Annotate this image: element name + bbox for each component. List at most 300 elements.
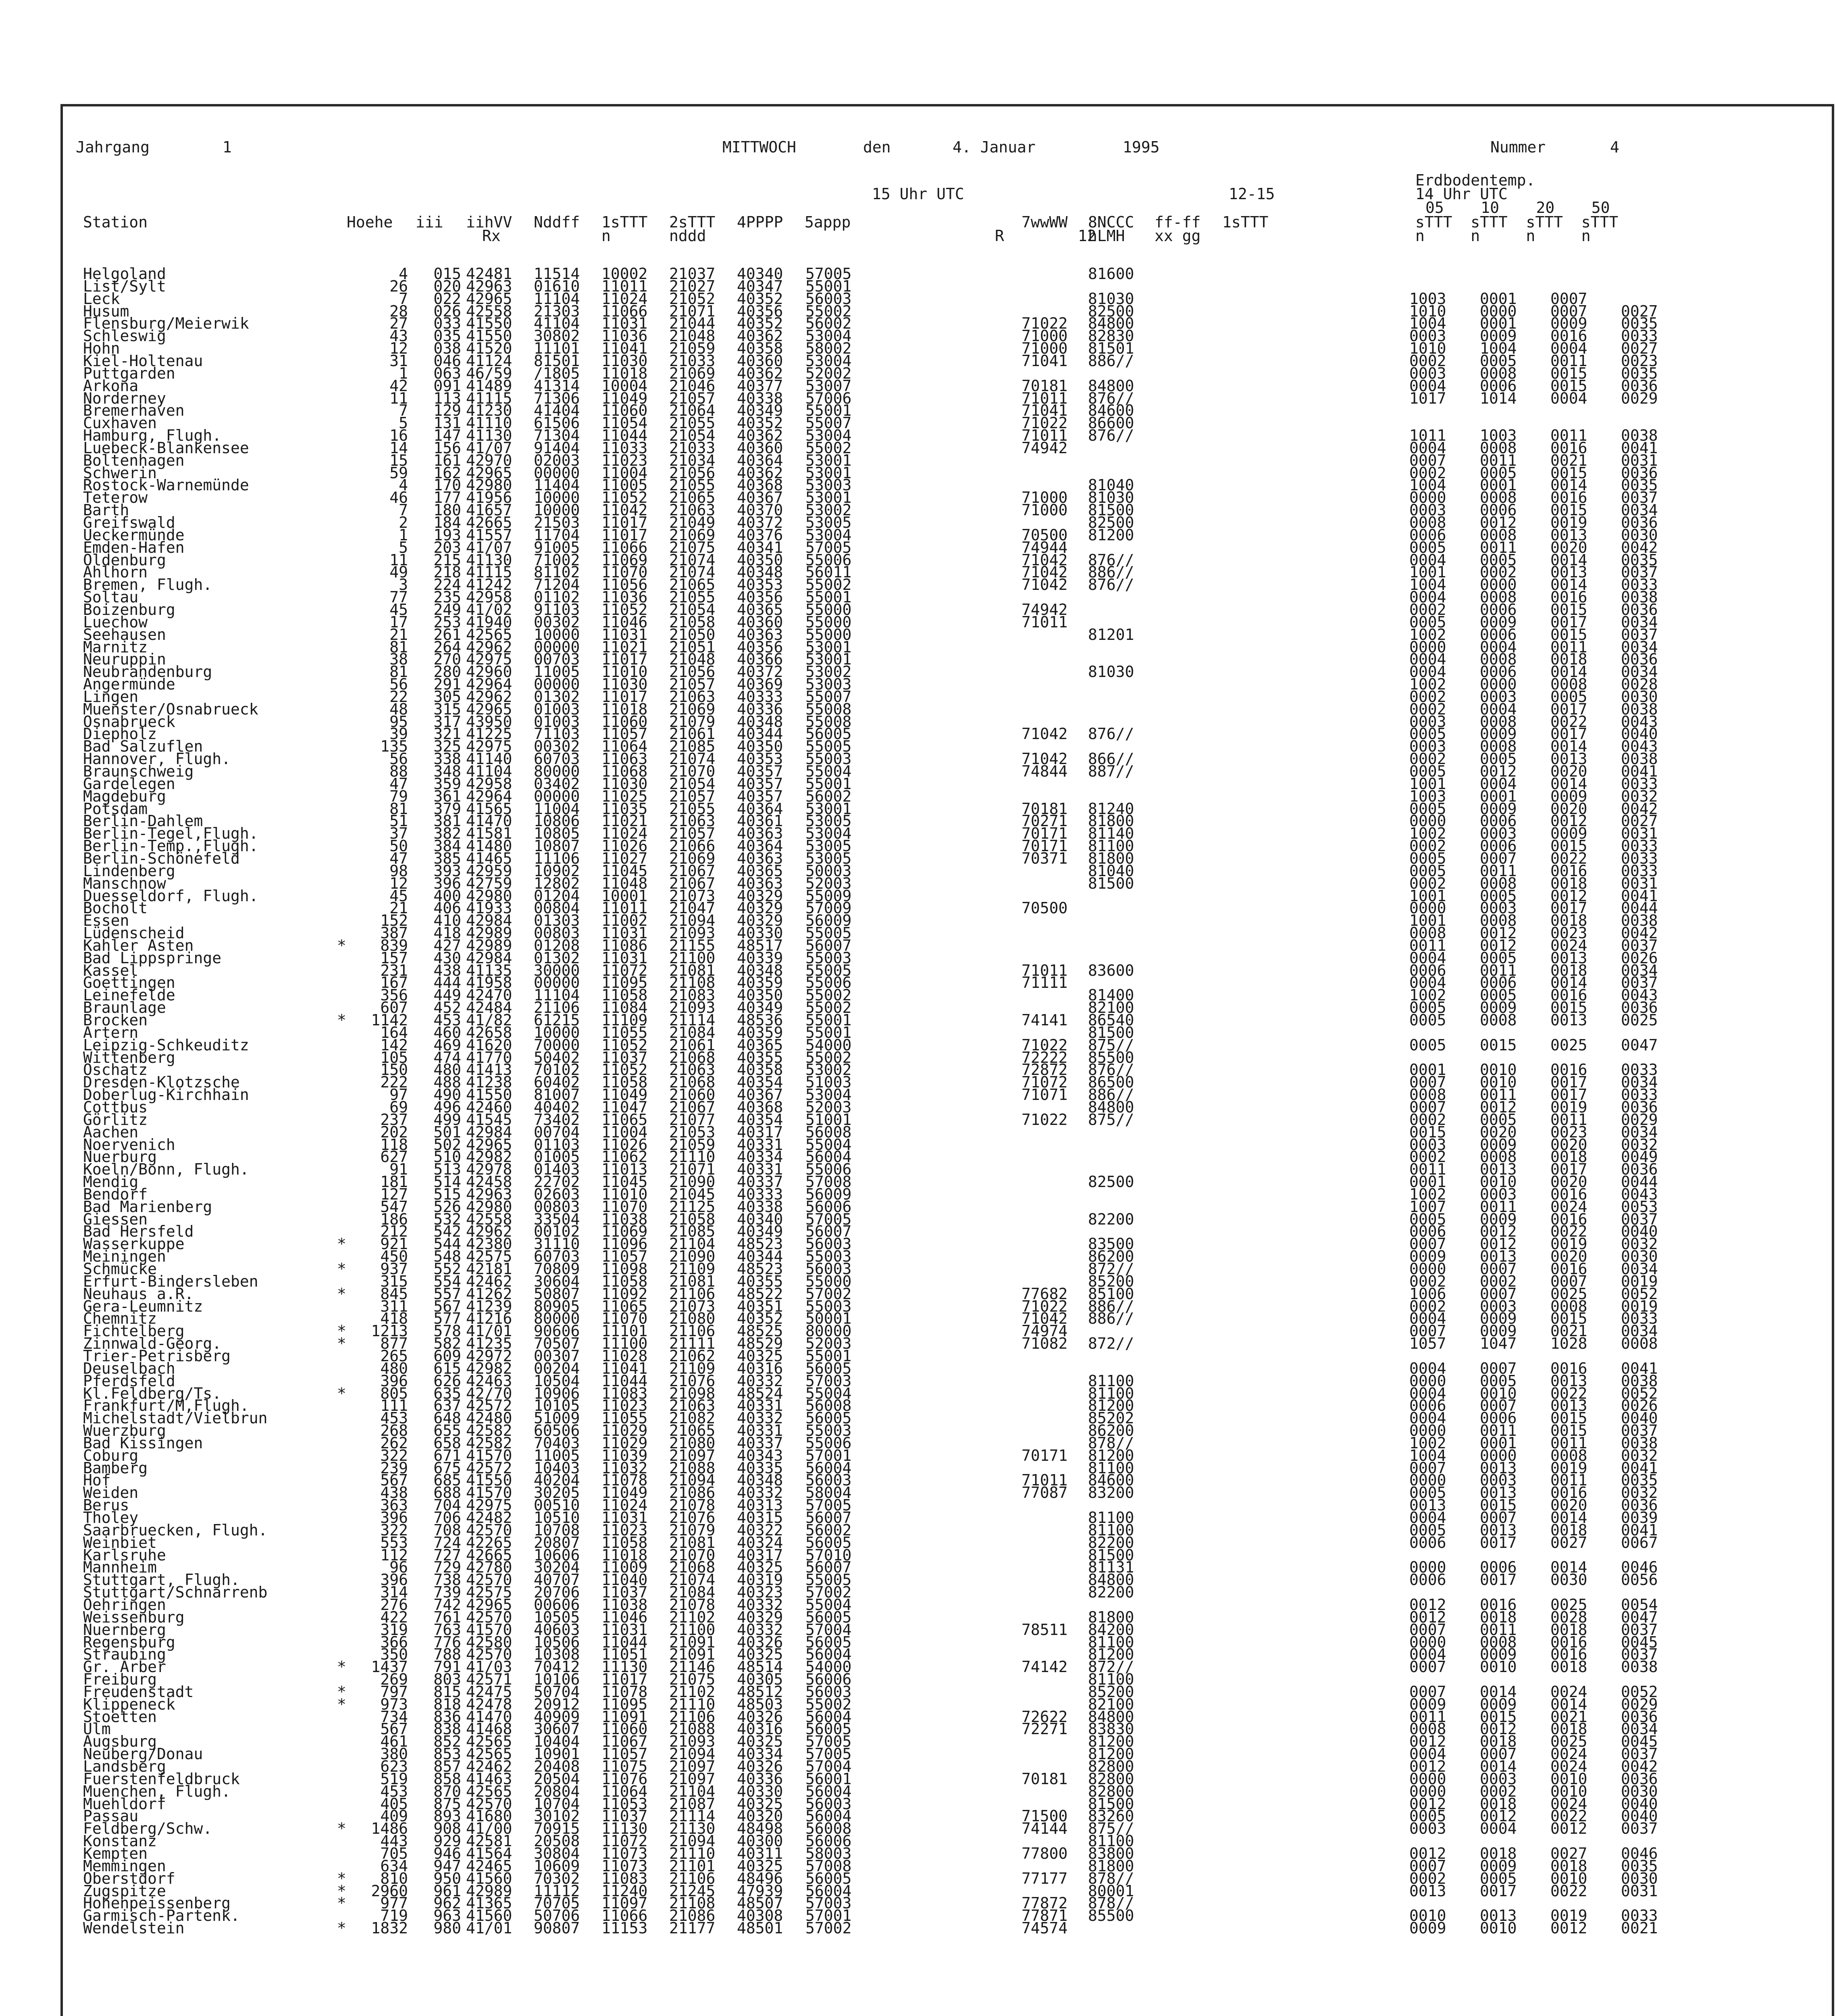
station-id: 325 [433,737,461,756]
station-name: Cottbus [83,1098,148,1116]
soil-temp: 0002 [1409,837,1446,855]
synop-group: 57005 [805,1745,852,1763]
soil-temp: 0007 [1480,1509,1517,1527]
station-height: 418 [380,1310,408,1328]
soil-temp: 0045 [1621,1733,1658,1751]
soil-temp: 0000 [1409,1260,1446,1278]
cloud-group: 82800 [1088,1782,1134,1800]
synop-group: 21053 [669,1123,716,1141]
soil-temp: 0011 [1480,538,1517,556]
station-height: 11 [389,389,408,407]
soil-temp: 0001 [1480,289,1517,308]
soil-temp: 0002 [1480,563,1517,581]
soil-temp: 0003 [1480,825,1517,843]
synop-group: 40353 [737,750,783,768]
synop-group: 55003 [805,1297,852,1315]
synop-group: 11091 [601,1708,648,1726]
synop-group: 48523 [737,1260,783,1278]
cloud-group: 86500 [1088,1073,1134,1091]
synop-group: 11023 [601,1521,648,1539]
synop-group: 11028 [601,1347,648,1365]
station-name: Berus [83,1496,129,1514]
synop-group: 11018 [601,1546,648,1564]
synop-group: 80000 [534,762,580,780]
station-name: Oschatz [83,1061,148,1079]
station-height: 48 [389,700,408,718]
station-id: 578 [433,1322,461,1340]
synop-group: 81102 [534,563,580,581]
station-name: Greifswald [83,514,175,531]
soil-temp: 0009 [1480,613,1517,631]
cloud-group: 82100 [1088,1695,1134,1713]
synop-group: 40325 [737,1645,783,1664]
synop-group: 41657 [466,501,512,519]
station-id: 776 [433,1633,461,1651]
synop-group: 41115 [466,563,512,581]
cloud-group: 81400 [1088,986,1134,1004]
station-name: Landsberg [83,1758,166,1775]
mountain-marker: * [337,1683,346,1701]
col-2sttt-sub: nddd [669,227,706,245]
soil-temp: 0002 [1409,464,1446,482]
synop-group: 00302 [534,613,580,631]
station-name: Mannheim [83,1558,157,1577]
synop-group: 53001 [805,464,852,482]
station-id: 947 [433,1857,461,1875]
synop-group: 21097 [669,1770,716,1788]
synop-group: 21108 [669,1894,716,1912]
weather-group: 70181 [1022,800,1068,818]
synop-group: 41564 [466,1844,512,1862]
synop-group: 48514 [737,1658,783,1676]
synop-group: 40305 [737,1670,783,1689]
soil-temp: 0007 [1409,1620,1446,1639]
soil-temp: 0012 [1550,1919,1587,1937]
synop-group: 41140 [466,750,512,768]
station-id: 264 [433,638,461,656]
station-name: Zinnwald-Georg. [83,1335,222,1353]
synop-group: 30802 [534,327,580,345]
synop-group: 20504 [534,1770,580,1788]
utc-15-label: 15 Uhr UTC [872,185,964,203]
synop-group: 40323 [737,1583,783,1602]
cloud-group: 81201 [1088,625,1134,644]
station-height: 1 [399,526,408,544]
synop-group: 10001 [601,887,648,905]
synop-group: 40338 [737,1198,783,1216]
synop-group: 11032 [601,1459,648,1477]
soil-temp: 0002 [1409,1297,1446,1315]
station-height: 453 [380,1782,408,1800]
synop-group: 21057 [669,389,716,407]
synop-group: 21061 [669,725,716,743]
synop-group: 40335 [737,1459,783,1477]
soil-temp: 0023 [1621,352,1658,370]
synop-group: 00000 [534,464,580,482]
cloud-group: 81040 [1088,476,1134,494]
synop-group: 41230 [466,402,512,420]
soil-temp: 0009 [1550,314,1587,333]
synop-group: 11069 [601,551,648,569]
cloud-group: 872// [1088,1658,1134,1676]
synop-group: 40329 [737,899,783,917]
synop-group: 21088 [669,1720,716,1738]
station-height: 105 [380,1048,408,1066]
station-height: 973 [380,1695,408,1713]
station-height: 845 [380,1285,408,1303]
station-height: 81 [389,663,408,681]
synop-group: 21091 [669,1633,716,1651]
cloud-group: 81600 [1088,265,1134,283]
synop-group: 21048 [669,650,716,669]
synop-group: 21075 [669,538,716,556]
synop-group: 40603 [534,1620,580,1639]
soil-temp: 0015 [1550,377,1587,395]
soil-temp: 0015 [1550,501,1587,519]
soil-temp: 0008 [1480,526,1517,544]
soil-temp: 0034 [1621,501,1658,519]
soil-temp: 0034 [1621,1720,1658,1738]
soil-temp: 0019 [1621,1272,1658,1290]
synop-group: 20807 [534,1533,580,1552]
synop-group: 10000 [534,489,580,507]
station-id: 261 [433,625,461,644]
synop-group: 41130 [466,427,512,445]
cloud-group: 81800 [1088,1857,1134,1875]
synop-group: 21245 [669,1882,716,1900]
synop-group: 40311 [737,1844,783,1862]
station-height: 212 [380,1223,408,1241]
cloud-group: 875// [1088,1036,1134,1054]
station-name: Osnabrueck [83,712,175,731]
synop-group: 21076 [669,1509,716,1527]
synop-group: 40329 [737,887,783,905]
station-name: Boizenburg [83,600,175,619]
weather-group: 74974 [1022,1322,1068,1340]
station-name: Stuttgart, Flugh. [83,1571,240,1589]
synop-group: 53004 [805,526,852,544]
station-id: 688 [433,1484,461,1502]
station-height: 7 [399,289,408,308]
synop-group: 55001 [805,1023,852,1041]
station-height: 45 [389,600,408,619]
synop-group: 56009 [805,1185,852,1203]
col-1sttt-2: 1sTTT [1222,213,1269,231]
cloud-group: 876// [1088,427,1134,445]
station-id: 393 [433,862,461,880]
soil-temp: 0004 [1409,551,1446,569]
soil-temp: 0004 [1409,974,1446,992]
soil-temp: 0005 [1409,762,1446,780]
synop-group: 21110 [669,1148,716,1166]
synop-group: 11037 [601,1807,648,1825]
soil-temp: 0012 [1409,1595,1446,1614]
station-name: Regensburg [83,1633,175,1651]
synop-group: 57001 [805,1446,852,1464]
synop-group: 40364 [737,837,783,855]
cloud-group: 876// [1088,1061,1134,1079]
soil-temp: 0005 [1480,986,1517,1004]
synop-group: 40357 [737,775,783,793]
synop-group: 71002 [534,551,580,569]
cloud-group: 81200 [1088,1446,1134,1464]
station-id: 554 [433,1272,461,1290]
station-name: Arkona [83,377,139,395]
synop-group: 50001 [805,1310,852,1328]
synop-group: 41225 [466,725,512,743]
station-id: 582 [433,1335,461,1353]
synop-group: 21106 [669,1708,716,1726]
station-id: 729 [433,1558,461,1577]
synop-group: 41463 [466,1770,512,1788]
soil-temp: 0009 [1480,1135,1517,1154]
synop-group: 11017 [601,1670,648,1689]
station-height: 2960 [371,1882,408,1900]
synop-group: 40326 [737,1758,783,1775]
synop-group: 41130 [466,551,512,569]
soil-temp: 0008 [1480,364,1517,382]
soil-temp: 0000 [1409,1422,1446,1440]
synop-group: 55006 [805,1160,852,1179]
soil-temp: 0010 [1480,1073,1517,1091]
synop-group: 42460 [466,1098,512,1116]
soil-temp: 0013 [1550,949,1587,967]
soil-temp: 0041 [1621,1459,1658,1477]
synop-group: 11004 [534,800,580,818]
soil-temp: 1004 [1409,476,1446,494]
synop-group: 41489 [466,377,512,395]
soil-temp: 0003 [1480,899,1517,917]
soil-temp: 0033 [1621,837,1658,855]
station-name: Gera-Leumnitz [83,1297,203,1315]
soil-temp: 0000 [1409,1770,1446,1788]
soil-temp: 0000 [1409,1782,1446,1800]
year: 1995 [1123,138,1160,156]
soil-temp: 0031 [1621,874,1658,892]
synop-group: 10106 [534,1670,580,1689]
synop-group: 11035 [601,800,648,818]
synop-group: 21146 [669,1658,716,1676]
soil-temp: 0052 [1621,1384,1658,1402]
weather-group: 71000 [1022,327,1068,345]
synop-group: 42/70 [466,1384,512,1402]
synop-group: 40350 [737,551,783,569]
synop-group: 21083 [669,986,716,1004]
station-height: 627 [380,1148,408,1166]
synop-group: 11078 [601,1471,648,1489]
cloud-group: 83600 [1088,961,1134,979]
synop-group: 41/01 [466,1919,512,1937]
synop-group: 48507 [737,1894,783,1912]
synop-group: 11058 [601,1272,648,1290]
synop-group: 40350 [737,986,783,1004]
soil-temp: 0011 [1550,427,1587,445]
synop-group: 00606 [534,1595,580,1614]
synop-group: 00307 [534,1347,580,1365]
synop-group: 40359 [737,974,783,992]
cloud-group: 86200 [1088,1422,1134,1440]
cloud-group: 85200 [1088,1683,1134,1701]
mountain-marker: * [337,1322,346,1340]
synop-group: 42565 [466,1782,512,1800]
weather-group: 71022 [1022,1036,1068,1054]
synop-group: 48525 [737,1322,783,1340]
soil-temp: 0015 [1550,600,1587,619]
soil-temp: 0013 [1480,1484,1517,1502]
station-id: 193 [433,526,461,544]
station-name: List/Sylt [83,277,166,295]
soil-temp: 0054 [1621,1595,1658,1614]
synop-group: 57005 [805,1210,852,1228]
synop-group: 56008 [805,1123,852,1141]
synop-group: 42959 [466,862,512,880]
synop-group: 55002 [805,576,852,594]
station-name: Kassel [83,961,139,979]
synop-group: 55006 [805,974,852,992]
synop-group: 11704 [534,526,580,544]
synop-group: 11041 [601,339,648,358]
mountain-marker: * [337,1335,346,1353]
station-name: Luechow [83,613,148,631]
soil-temp: 0009 [1550,825,1587,843]
synop-group: 42972 [466,1347,512,1365]
station-height: 453 [380,1409,408,1427]
station-id: 359 [433,775,461,793]
soil-temp: 0009 [1409,1919,1446,1937]
synop-group: 57008 [805,1173,852,1191]
synop-group: 40316 [737,1720,783,1738]
station-height: 47 [389,849,408,867]
synop-group: 21068 [669,1073,716,1091]
station-height: 1142 [371,1011,408,1029]
synop-group: 21063 [669,1397,716,1415]
soil-temp: 1004 [1409,1446,1446,1464]
station-id: 379 [433,800,461,818]
synop-group: 40320 [737,1807,783,1825]
synop-group: 21104 [669,1235,716,1253]
station-id: 385 [433,849,461,867]
synop-group: 11041 [601,1359,648,1377]
station-id: 452 [433,999,461,1017]
station-id: 438 [433,961,461,979]
synop-group: 41/00 [466,1820,512,1838]
soil-temp: 0012 [1409,1844,1446,1862]
soil-temp: 0044 [1621,1173,1658,1191]
synop-group: 40355 [737,1272,783,1290]
station-height: 553 [380,1533,408,1552]
synop-group: 58003 [805,1844,852,1862]
station-height: 921 [380,1235,408,1253]
synop-group: 21067 [669,1098,716,1116]
cloud-group: 81800 [1088,849,1134,867]
synop-group: 21097 [669,1446,716,1464]
synop-group: 10105 [534,1397,580,1415]
station-height: 422 [380,1608,408,1626]
synop-group: 30204 [534,1558,580,1577]
cloud-group: 82800 [1088,1770,1134,1788]
den-label: den [863,138,891,156]
synop-group: 21057 [669,825,716,843]
synop-group: 42759 [466,874,512,892]
synop-group: 21058 [669,613,716,631]
synop-group: /1805 [534,364,580,382]
synop-group: 40326 [737,1708,783,1726]
soil-temp: 0018 [1480,1733,1517,1751]
synop-group: 21102 [669,1608,716,1626]
synop-group: 42958 [466,775,512,793]
soil-temp: 1004 [1409,576,1446,594]
cloud-group: 875// [1088,1820,1134,1838]
soil-temp: 0006 [1480,625,1517,644]
synop-group: 41570 [466,1484,512,1502]
soil-temp: 0035 [1621,364,1658,382]
cloud-group: 81800 [1088,812,1134,830]
cloud-group: 81100 [1088,1633,1134,1651]
synop-group: 21090 [669,1173,716,1191]
table-row [0,1335,1770,1353]
station-height: 21 [389,899,408,917]
soil-temp: 0006 [1480,812,1517,830]
synop-group: 11404 [534,476,580,494]
soil-temp: 0011 [1480,1086,1517,1104]
cloud-group: 81040 [1088,862,1134,880]
soil-temp: 0007 [1480,1260,1517,1278]
synop-group: 21093 [669,999,716,1017]
soil-temp: 0014 [1550,737,1587,756]
soil-temp: 0015 [1550,1409,1587,1427]
synop-group: 55008 [805,700,852,718]
synop-group: 42780 [466,1558,512,1577]
soil-temp: 0022 [1550,1882,1587,1900]
soil-temp: 0041 [1621,1359,1658,1377]
synop-group: 40363 [737,625,783,644]
synop-group: 11030 [601,775,648,793]
station-id: 738 [433,1571,461,1589]
synop-group: 21109 [669,1260,716,1278]
synop-group: 55005 [805,961,852,979]
synop-group: 41560 [466,1869,512,1887]
synop-group: 40341 [737,538,783,556]
station-name: Bremerhaven [83,402,185,420]
synop-group: 55008 [805,712,852,731]
synop-group: 21057 [669,787,716,805]
synop-group: 58002 [805,339,852,358]
station-id: 950 [433,1869,461,1887]
station-name: Aachen [83,1123,139,1141]
station-height: 88 [389,762,408,780]
soil-temp: 0008 [1480,1148,1517,1166]
synop-group: 40333 [737,687,783,706]
station-name: Boltenhagen [83,451,185,469]
synop-group: 21059 [669,339,716,358]
synop-group: 00804 [534,899,580,917]
synop-group: 43950 [466,712,512,731]
synop-group: 00703 [534,650,580,669]
synop-group: 11049 [601,389,648,407]
synop-group: 21076 [669,1372,716,1390]
page-frame [60,104,1834,2016]
synop-group: 21109 [669,1359,716,1377]
station-id: 815 [433,1683,461,1701]
synop-group: 21067 [669,862,716,880]
soil-temp: 0009 [1409,1248,1446,1266]
synop-group: 21106 [669,1322,716,1340]
station-height: 43 [389,327,408,345]
synop-group: 21058 [669,1210,716,1228]
synop-group: 12802 [534,874,580,892]
soil-temp: 0020 [1550,538,1587,556]
weather-group: 77872 [1022,1894,1068,1912]
